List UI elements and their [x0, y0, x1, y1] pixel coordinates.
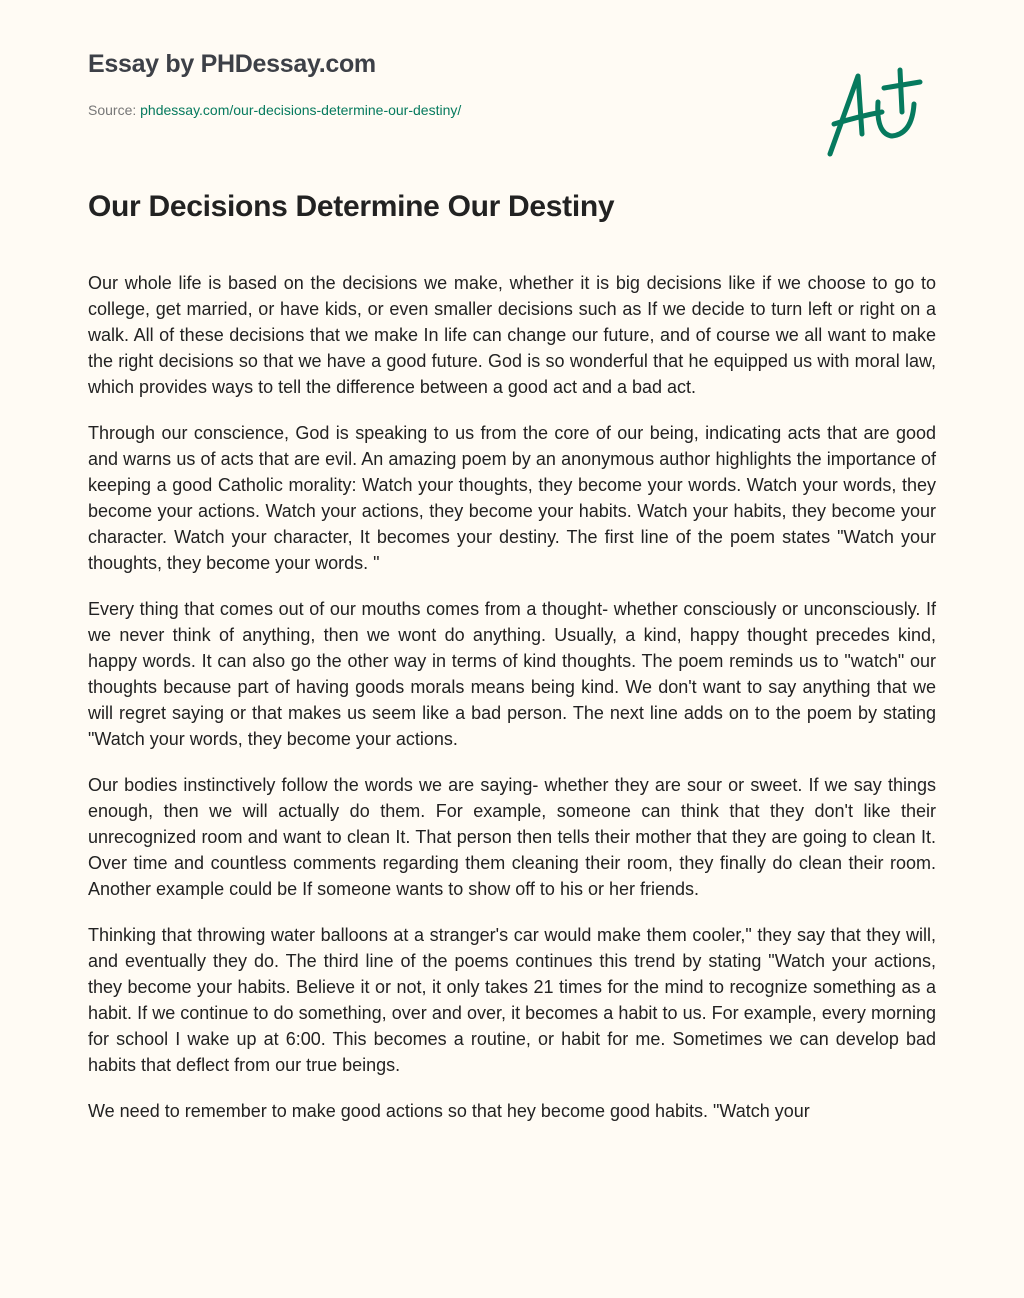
- essay-paragraph: Through our conscience, God is speaking to us from the core of our being, indicating acts that are good and warns us of acts that are evil. An amazing poem by an anonymous author highlights the importance of keeping a good Catholic morality: Watch your thoughts, they become your words. Watch your words, they become your actions. Watch your actions, they become your habits. Watch your habits, they become your character. Watch your character, It becomes your destiny. The first line of the poem states "Watch your thoughts, they become your words. ": [88, 423, 936, 573]
- source-line: [88, 102, 461, 118]
- source-label: Source:: [88, 102, 137, 118]
- essay-paragraph: We need to remember to make good actions so that hey become good habits. "Watch your: [88, 1101, 810, 1121]
- essay-title: Our Decisions Determine Our Destiny: [88, 190, 615, 223]
- essay-body: [88, 270, 936, 1144]
- essay-paragraph: Every thing that comes out of our mouths comes from a thought- whether consciously or unconsciously. If we never think of anything, then we wont do anything. Usually, a kind, happy thought precedes kind, happy words. It can also go the other way in terms of kind thoughts. The poem reminds us to "watch" our thoughts because part of having goods morals means being kind. We don't want to say anything that we will regret saying or that makes us seem like a bad person. The next line adds on to the poem by stating "Watch your words, they become your actions.: [88, 599, 936, 749]
- essay-paragraph: Thinking that throwing water balloons at a stranger's car would make them cooler," they say that they will, and eventually they do. The third line of the poems continues this trend by stating "Watch your actions, they become your habits. Believe it or not, it only takes 21 times for the mind to recognize something as a habit. If we continue to do something, over and over, it becomes a habit to us. For example, every morning for school I wake up at 6:00. This becomes a routine, or habit for me. Sometimes we can develop bad habits that deflect from our true beings.: [88, 925, 936, 1075]
- essay-paragraph: Our bodies instinctively follow the words we are saying- whether they are sour or sweet. If we say things enough, then we will actually do them. For example, someone can think that they don't like their unrecognized room and want to clean It. That person then tells their mother that they are going to clean It. Over time and countless comments regarding them cleaning their room, they finally do clean their room. Another example could be If someone wants to show off to his or her friends.: [88, 775, 936, 899]
- site-title: Essay by PHDessay.com: [88, 50, 376, 78]
- essay-paragraph: Our whole life is based on the decisions we make, whether it is big decisions like if we choose to go to college, get married, or have kids, or even smaller decisions such as If we decide to turn left or right on a walk. All of these decisions that we make In life can change our future, and of course we all want to make the right decisions so that we have a good future. God is so wonderful that he equipped us with moral law, which provides ways to tell the difference between a good act and a bad act.: [88, 273, 936, 397]
- a-plus-logo-icon: [820, 64, 930, 164]
- source-link[interactable]: phdessay.com/our-decisions-determine-our-destiny/: [140, 102, 462, 118]
